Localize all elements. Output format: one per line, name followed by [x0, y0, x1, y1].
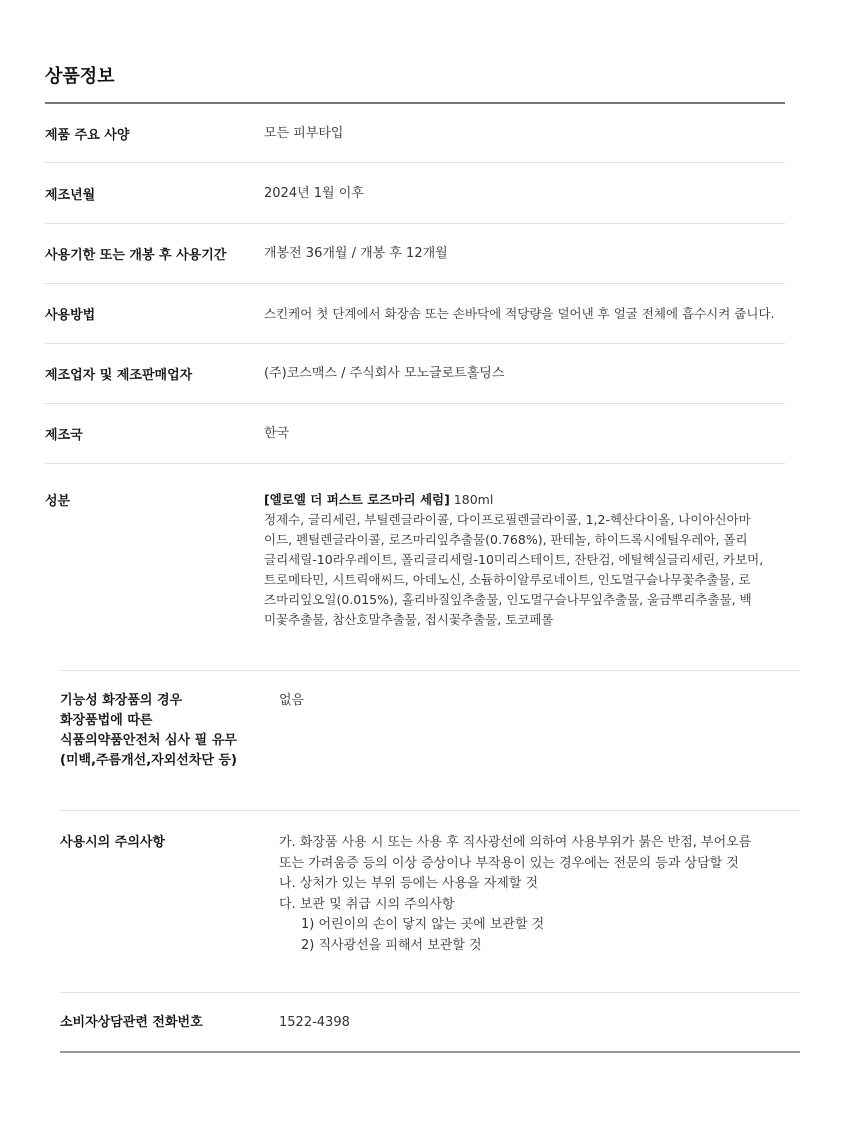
info-row-maker [45, 344, 785, 404]
label-line: (미백,주름개선,자외선차단 등) [60, 753, 237, 768]
caution-line: 2) 직사광선을 피해서 보관할 것 [301, 937, 482, 953]
label-line: 기능성 화장품의 경우 [60, 693, 183, 708]
row-value: 한국 [264, 426, 290, 441]
row-label: 제조년월 [45, 188, 96, 203]
product-volume: 180ml [449, 492, 494, 507]
row-label: 제품 주요 사양 [45, 128, 130, 143]
ingredients-line: 이드, 펜틸렌글라이콜, 로즈마리잎추출물(0.768%), 판테놀, 하이드록시에틸우레아, 폴리 [264, 532, 748, 547]
info-row-phone [60, 993, 800, 1053]
info-row-usage [45, 284, 785, 344]
row-label: 성분 [45, 494, 71, 509]
section-title: 상품정보 [45, 66, 115, 87]
ingredients-line: 미꽃추출물, 참산호말추출물, 접시꽃추출물, 토코페롤 [264, 612, 554, 627]
ingredients-line: 글리세릴-10라우레이트, 폴리글리세릴-10미리스테이트, 잔탄검, 에틸헥실글리세린, 카보머, [264, 552, 764, 567]
info-row-ingredients [45, 464, 785, 670]
ingredients-line: 트로메타민, 시트릭애씨드, 아데노신, 소듐하이알루로네이트, 인도멀구슬나무꽃추출물, 로 [264, 572, 751, 587]
caution-line: 또는 가려움증 등의 이상 증상이나 부작용이 있는 경우에는 전문의 등과 상담할 것 [279, 855, 739, 871]
row-value: 없음 [279, 693, 305, 708]
row-label: 제조업자 및 제조판매업자 [45, 368, 193, 383]
caution-line: 가. 화장품 사용 시 또는 사용 후 직사광선에 의하여 사용부위가 붉은 반점, 부어오름 [279, 835, 752, 850]
info-row-expiry [45, 224, 785, 284]
info-row-functional [60, 671, 800, 811]
info-row-caution [60, 811, 800, 993]
label-line: 식품의약품안전처 심사 필 유무 [60, 733, 237, 748]
row-label: 소비자상담관련 전화번호 [60, 1015, 203, 1030]
caution-line: 1) 어린이의 손이 닿지 않는 곳에 보관할 것 [301, 917, 545, 932]
caution-line: 다. 보관 및 취급 시의 주의사항 [279, 896, 455, 912]
row-label [60, 691, 237, 771]
row-value: 1522-4398 [279, 1015, 350, 1030]
row-label: 사용방법 [45, 308, 96, 323]
info-row-spec [45, 104, 785, 163]
ingredients-value [264, 490, 797, 630]
info-row-country [45, 404, 785, 464]
ingredients-line: 즈마리잎오일(0.015%), 홀리바질잎추출물, 인도멀구슬나무잎추출물, 울금뿌리추출물, 백 [264, 592, 752, 607]
info-row-date [45, 163, 785, 224]
row-value: 2024년 1월 이후 [264, 186, 364, 201]
row-label: 제조국 [45, 428, 83, 443]
row-label: 사용기한 또는 개봉 후 사용기간 [45, 248, 227, 263]
row-value: 모든 피부타입 [264, 126, 344, 141]
ingredients-line: 정제수, 글리세린, 부틸렌글라이콜, 다이프로필렌글라이콜, 1,2-헥산다이올, 나이아신아마 [264, 512, 751, 527]
row-value: 개봉전 36개월 / 개봉 후 12개월 [264, 246, 448, 261]
product-name: [엘로엘 더 퍼스트 로즈마리 세럼] [264, 492, 450, 507]
row-value: 스킨케어 첫 단계에서 화장솜 또는 손바닥에 적당량을 덜어낸 후 얼굴 전체에 흡수시켜 줍니다. [264, 306, 775, 321]
label-line: 화장품법에 따른 [60, 713, 153, 728]
row-label: 사용시의 주의사항 [60, 835, 165, 850]
caution-text [279, 833, 800, 956]
caution-line: 나. 상처가 있는 부위 등에는 사용을 자제할 것 [279, 876, 539, 891]
row-value: (주)코스맥스 / 주식회사 모노글로트홀딩스 [264, 366, 505, 381]
